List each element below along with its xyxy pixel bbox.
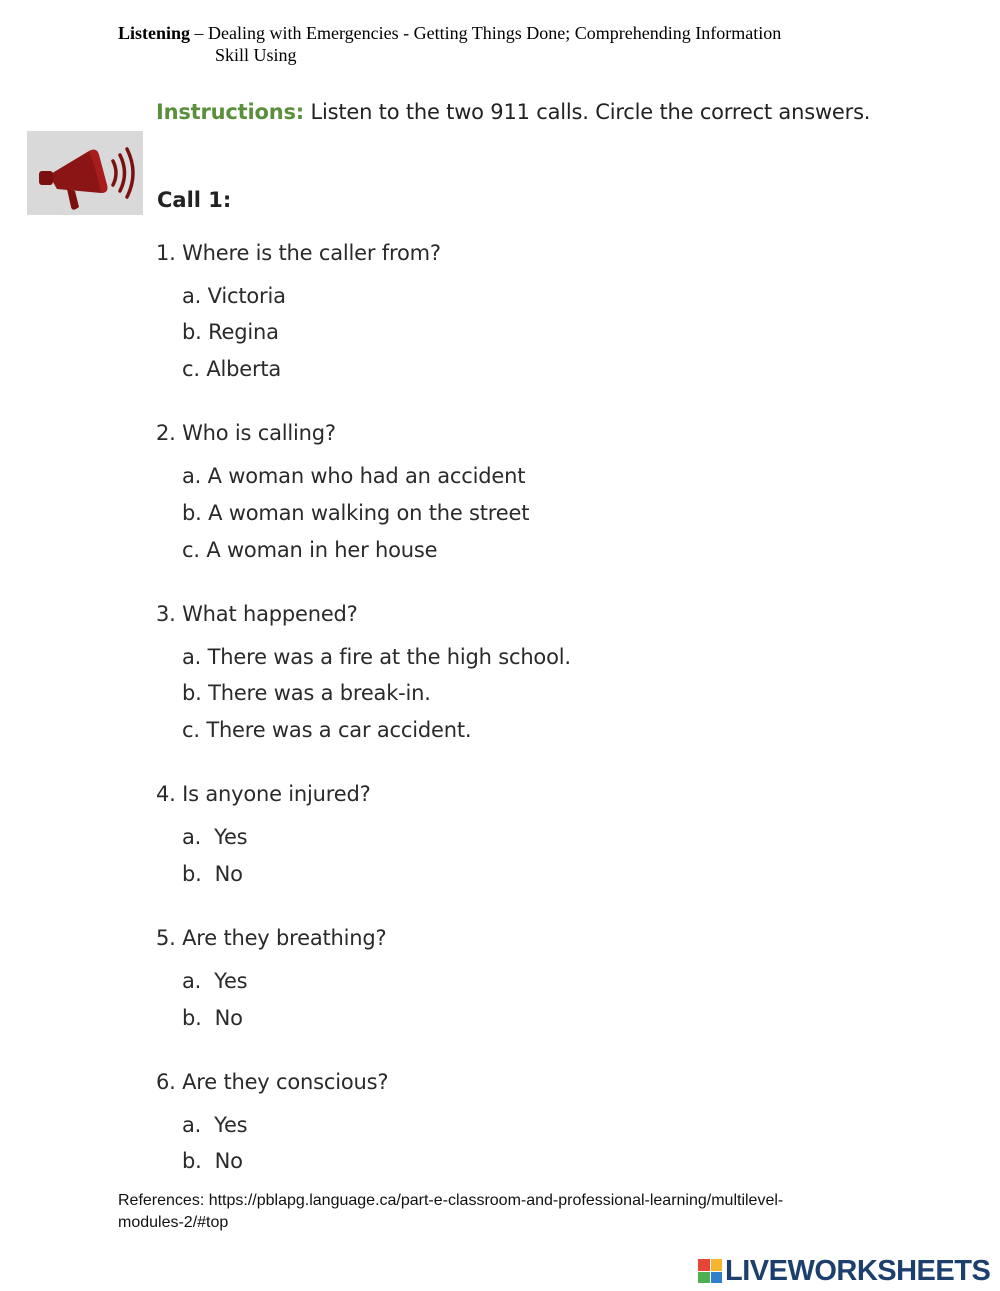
option-1c[interactable] xyxy=(182,357,281,381)
option-3b[interactable] xyxy=(182,681,431,705)
option-1a[interactable] xyxy=(182,284,286,308)
option-text: Yes xyxy=(214,1113,248,1137)
option-4a[interactable] xyxy=(182,825,247,849)
header-label: Listening xyxy=(118,23,191,43)
option-key: a. xyxy=(182,969,202,993)
option-text: No xyxy=(214,1149,243,1173)
references: References: https://pblapg.language.ca/part-e-classroom-and-professional-learning/multilevel-modules-2/#top xyxy=(118,1192,784,1231)
option-key: c. xyxy=(182,357,200,381)
question-5: 5. Are they breathing? xyxy=(156,926,387,950)
option-key: b. xyxy=(182,1006,202,1030)
logo-text: LIVEWORKSHEETS xyxy=(725,1254,991,1287)
option-text: There was a fire at the high school. xyxy=(207,645,571,669)
option-2c[interactable] xyxy=(182,538,437,562)
option-key: a. xyxy=(182,464,202,488)
liveworksheets-logo[interactable] xyxy=(698,1255,990,1287)
option-key: c. xyxy=(182,718,200,742)
call-title: Call 1: xyxy=(157,188,232,212)
option-4b[interactable] xyxy=(182,862,243,886)
instructions-text: Listen to the two 911 calls. Circle the correct answers. xyxy=(310,100,871,124)
header-title-line2: Skill Using xyxy=(215,45,297,65)
option-key: a. xyxy=(182,645,202,669)
option-key: b. xyxy=(182,681,202,705)
question-2: 2. Who is calling? xyxy=(156,421,336,445)
option-key: a. xyxy=(182,1113,202,1137)
option-key: b. xyxy=(182,501,202,525)
option-key: b. xyxy=(182,862,202,886)
header-title-line1: – Dealing with Emergencies - Getting Things Done; Comprehending Information xyxy=(190,23,782,43)
option-key: c. xyxy=(182,538,200,562)
option-text: Victoria xyxy=(207,284,286,308)
option-text: A woman in her house xyxy=(206,538,438,562)
audio-play-button[interactable] xyxy=(27,131,143,215)
option-5b[interactable] xyxy=(182,1006,243,1030)
option-key: a. xyxy=(182,825,202,849)
option-key: b. xyxy=(182,320,202,344)
option-2b[interactable] xyxy=(182,501,529,525)
question-4: 4. Is anyone injured? xyxy=(156,782,371,806)
question-3: 3. What happened? xyxy=(156,602,358,626)
option-6a[interactable] xyxy=(182,1113,247,1137)
option-text: Alberta xyxy=(206,357,282,381)
document-header xyxy=(118,22,878,66)
option-3a[interactable] xyxy=(182,645,571,669)
option-text: A woman walking on the street xyxy=(208,501,530,525)
option-text: A woman who had an accident xyxy=(207,464,526,488)
option-text: Yes xyxy=(214,969,248,993)
option-6b[interactable] xyxy=(182,1149,243,1173)
option-1b[interactable] xyxy=(182,320,279,344)
option-text: No xyxy=(214,1006,243,1030)
instructions xyxy=(156,100,870,124)
option-3c[interactable] xyxy=(182,718,471,742)
option-key: a. xyxy=(182,284,202,308)
option-text: Regina xyxy=(208,320,279,344)
option-key: b. xyxy=(182,1149,202,1173)
question-6: 6. Are they conscious? xyxy=(156,1070,389,1094)
option-text: There was a break-in. xyxy=(208,681,431,705)
instructions-label: Instructions: xyxy=(156,100,304,124)
logo-mark-icon xyxy=(698,1259,722,1283)
question-1: 1. Where is the caller from? xyxy=(156,241,441,265)
option-2a[interactable] xyxy=(182,464,525,488)
option-text: Yes xyxy=(214,825,248,849)
megaphone-icon xyxy=(27,131,143,215)
option-text: There was a car accident. xyxy=(206,718,472,742)
option-5a[interactable] xyxy=(182,969,247,993)
option-text: No xyxy=(214,862,243,886)
